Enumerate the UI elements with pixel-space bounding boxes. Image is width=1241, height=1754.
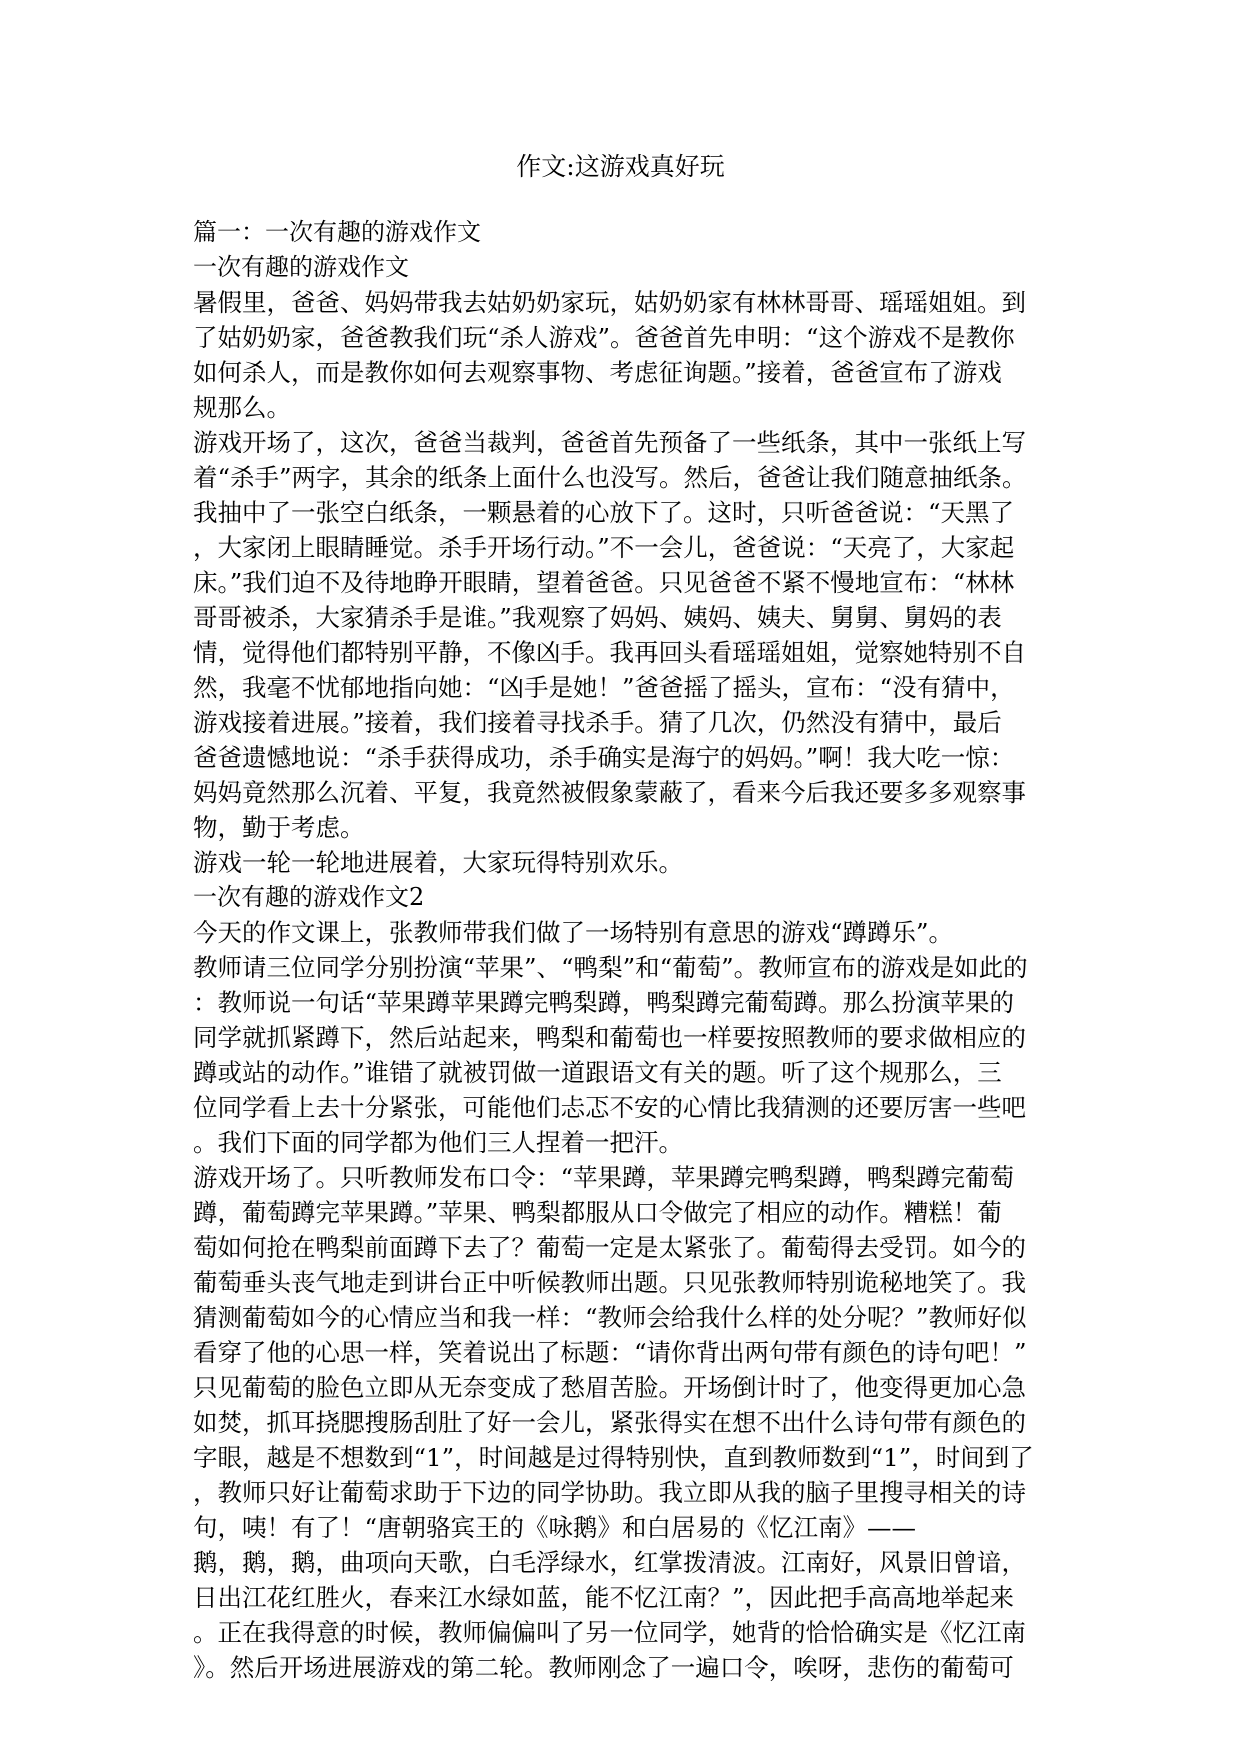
body-text-line: 游戏接着进展。”接着，我们接着寻找杀手。猜了几次，仍然没有猜中，最后 — [193, 708, 1002, 737]
body-text-line: 只见葡萄的脸色立即从无奈变成了愁眉苦脸。开场倒计时了，他变得更加心急 — [193, 1373, 1026, 1402]
subsection-heading: 一次有趣的游戏作文2 — [193, 883, 425, 911]
body-text-line: 位同学看上去十分紧张，可能他们忐忑不安的心情比我猜测的还要厉害一些吧 — [193, 1093, 1026, 1122]
body-text-line: 物，勤于考虑。 — [193, 813, 365, 842]
body-text-line: 蹲，葡萄蹲完苹果蹲。”苹果、鸭梨都服从口令做完了相应的动作。糟糕！葡 — [193, 1198, 1002, 1227]
body-text-line: 》。然后开场进展游戏的第二轮。教师刚念了一遍口令，唉呀，悲伤的葡萄可 — [193, 1653, 1014, 1682]
body-text-line: 暑假里，爸爸、妈妈带我去姑奶奶家玩，姑奶奶家有林林哥哥、瑶瑶姐姐。到 — [193, 288, 1026, 317]
body-text-line: 葡萄垂头丧气地走到讲台正中听候教师出题。只见张教师特别诡秘地笑了。我 — [193, 1268, 1026, 1297]
body-text-line: 情，觉得他们都特别平静，不像凶手。我再回头看瑶瑶姐姐，觉察她特别不自 — [193, 638, 1026, 667]
body-text-line: 萄如何抢在鸭梨前面蹲下去了？葡萄一定是太紧张了。葡萄得去受罚。如今的 — [193, 1233, 1026, 1262]
body-text-line: 字眼，越是不想数到“1”，时间越是过得特别快，直到教师数到“1”，时间到了 — [193, 1443, 1034, 1472]
body-text-line: 爸爸遗憾地说：“杀手获得成功，杀手确实是海宁的妈妈。”啊！我大吃一惊： — [193, 743, 1015, 772]
body-text-line: 日出江花红胜火，春来江水绿如蓝，能不忆江南？”，因此把手高高地举起来 — [193, 1583, 1015, 1612]
body-text-line: 床。”我们迫不及待地睁开眼睛，望着爸爸。只见爸爸不紧不慢地宣布：“林林 — [193, 568, 1015, 597]
body-text-line: 如焚，抓耳挠腮搜肠刮肚了好一会儿，紧张得实在想不出什么诗句带有颜色的 — [193, 1408, 1026, 1437]
body-text-line: 然，我毫不忧郁地指向她：“凶手是她！”爸爸摇了摇头，宣布：“没有猜中， — [193, 673, 1015, 702]
body-text-line: 教师请三位同学分别扮演“苹果”、“鸭梨”和“葡萄”。教师宣布的游戏是如此的 — [193, 953, 1028, 982]
body-text-line: 鹅，鹅，鹅，曲项向天歌，白毛浮绿水，红掌拨清波。江南好，风景旧曾谙， — [193, 1548, 1026, 1577]
body-text-line: 游戏一轮一轮地进展着，大家玩得特别欢乐。 — [193, 848, 683, 877]
body-text-line: 句，咦！有了！“唐朝骆宾王的《咏鹅》和白居易的《忆江南》—— — [193, 1513, 917, 1542]
body-text-line: 同学就抓紧蹲下，然后站起来，鸭梨和葡萄也一样要按照教师的要求做相应的 — [193, 1023, 1026, 1052]
body-text-line: 哥哥被杀，大家猜杀手是谁。”我观察了妈妈、姨妈、姨夫、舅舅、舅妈的表 — [193, 603, 1002, 632]
body-text-line: 看穿了他的心思一样，笑着说出了标题：“请你背出两句带有颜色的诗句吧！” — [193, 1338, 1027, 1367]
body-text-line: ，大家闭上眼睛睡觉。杀手开场行动。”不一会儿，爸爸说：“天亮了，大家起 — [193, 533, 1015, 562]
body-text-line: 规那么。 — [193, 393, 291, 422]
subsection-heading: 一次有趣的游戏作文 — [193, 253, 409, 281]
body-text-line: 了姑奶奶家，爸爸教我们玩“杀人游戏”。爸爸首先申明：“这个游戏不是教你 — [193, 323, 1015, 352]
body-text-line: 妈妈竟然那么沉着、平复，我竟然被假象蒙蔽了，看来今后我还要多多观察事 — [193, 778, 1026, 807]
body-text-line: 如何杀人，而是教你如何去观察事物、考虑征询题。”接着，爸爸宣布了游戏 — [193, 358, 1002, 387]
body-text-line: ，教师只好让葡萄求助于下边的同学协助。我立即从我的脑子里搜寻相关的诗 — [193, 1478, 1026, 1507]
body-text-line: 蹲或站的动作。”谁错了就被罚做一道跟语文有关的题。听了这个规那么，三 — [193, 1058, 1002, 1087]
document-body — [193, 215, 1048, 1685]
body-text-line: 。我们下面的同学都为他们三人捏着一把汗。 — [193, 1128, 683, 1157]
body-text-line: 着“杀手”两字，其余的纸条上面什么也没写。然后，爸爸让我们随意抽纸条。 — [193, 463, 1027, 492]
body-text-line: 游戏开场了，这次，爸爸当裁判，爸爸首先预备了一些纸条，其中一张纸上写 — [193, 428, 1026, 457]
body-text-line: 我抽中了一张空白纸条，一颗悬着的心放下了。这时，只听爸爸说：“天黑了 — [193, 498, 1015, 527]
body-text-line: 游戏开场了。只听教师发布口令：“苹果蹲，苹果蹲完鸭梨蹲，鸭梨蹲完葡萄 — [193, 1163, 1015, 1192]
body-text-line: 。正在我得意的时候，教师偏偏叫了另一位同学，她背的恰恰确实是《忆江南 — [193, 1618, 1026, 1647]
document-title: 作文:这游戏真好玩 — [516, 152, 725, 181]
section-heading: 篇一：一次有趣的游戏作文 — [193, 218, 481, 246]
body-text-line: 今天的作文课上，张教师带我们做了一场特别有意思的游戏“蹲蹲乐”。 — [193, 918, 954, 947]
body-text-line: ：教师说一句话“苹果蹲苹果蹲完鸭梨蹲，鸭梨蹲完葡萄蹲。那么扮演苹果的 — [193, 988, 1015, 1017]
body-text-line: 猜测葡萄如今的心情应当和我一样：“教师会给我什么样的处分呢？”教师好似 — [193, 1303, 1027, 1332]
